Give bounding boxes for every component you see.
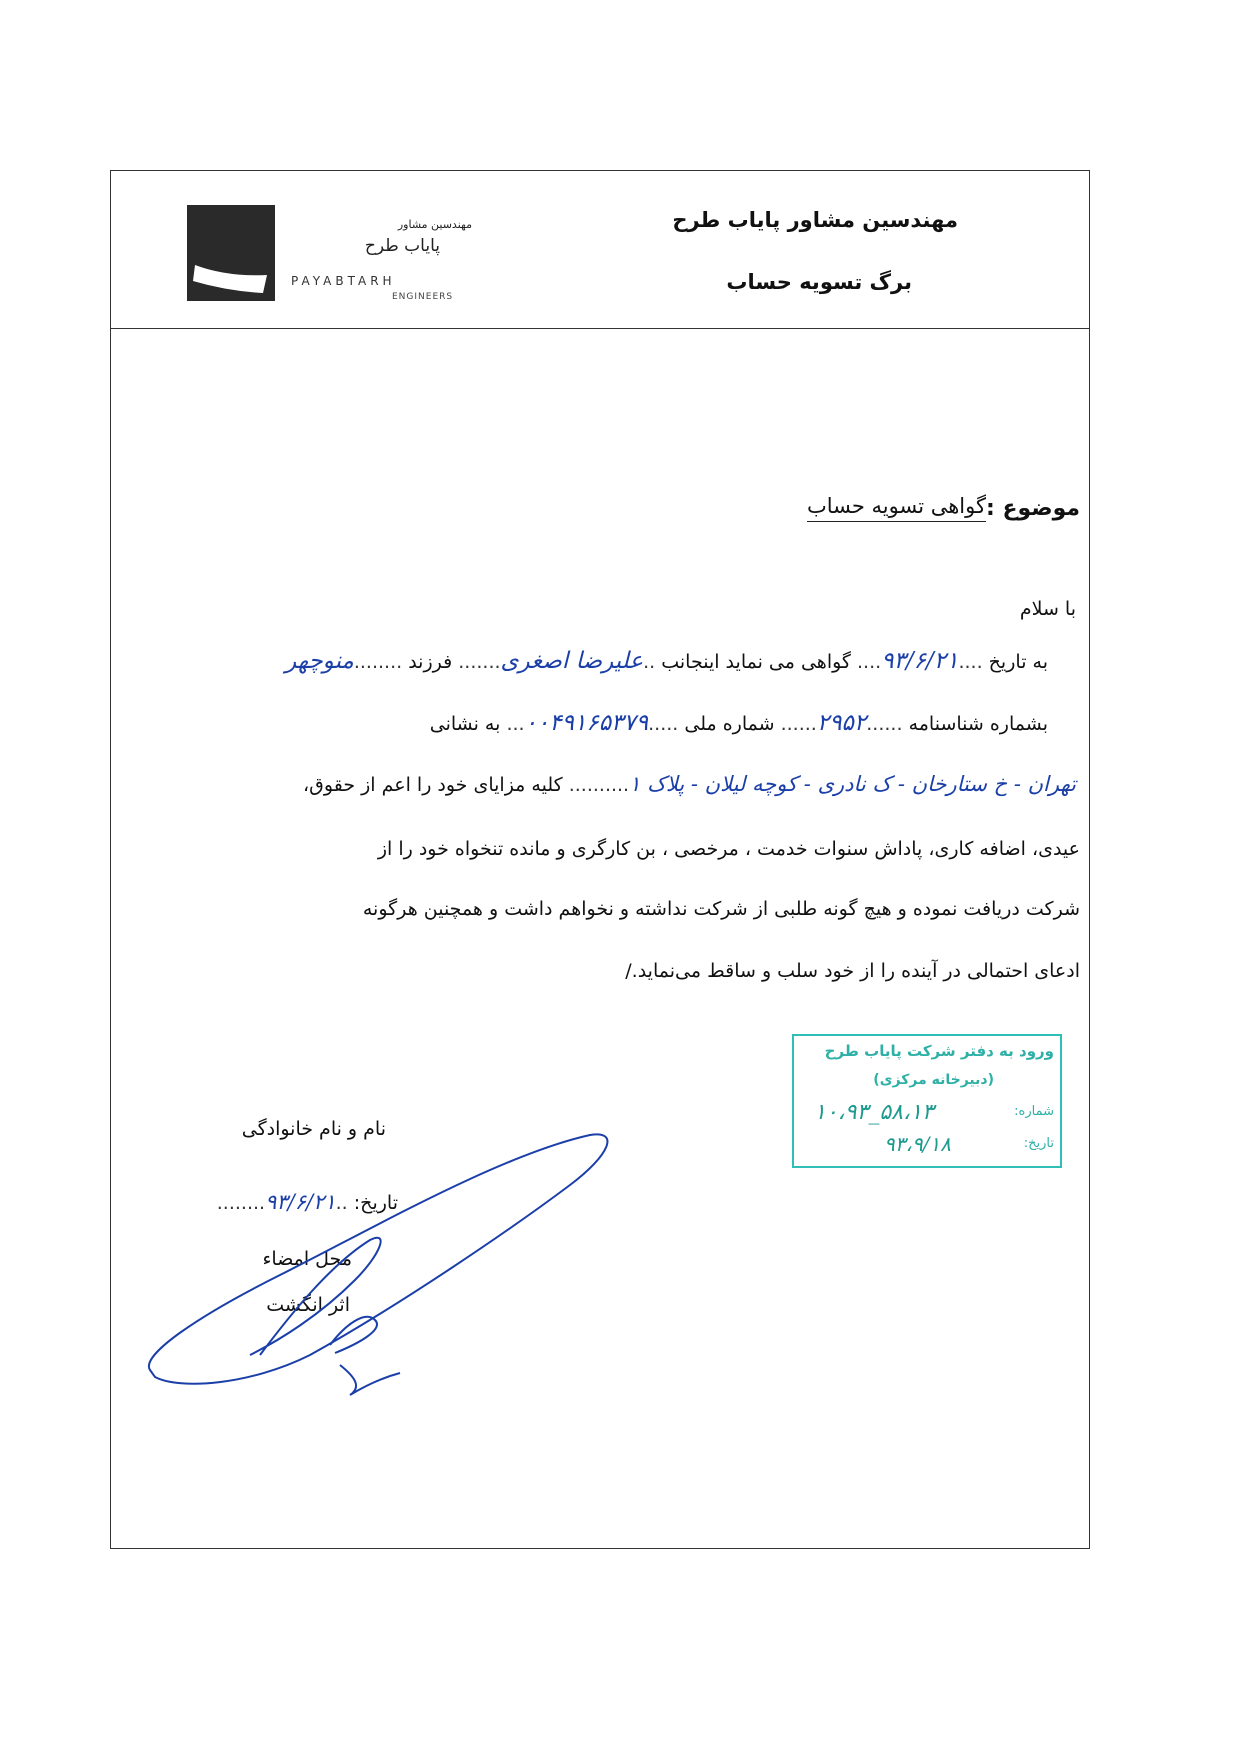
l3-text: کلیه مزایای خود را اعم از حقوق، xyxy=(303,774,563,796)
fingerprint-label: اثر انگشت xyxy=(266,1294,350,1316)
header-divider xyxy=(110,328,1090,329)
body-line-4: عیدی، اضافه کاری، پاداش سنوات خدمت ، مرخصی ، بن کارگری و مانده تنخواه خود را از xyxy=(377,838,1080,860)
body-line-3: تهران - خ ستارخان - ک نادری - کوچه لیلان - پلاک ۱.......... کلیه مزایای خود را اعم از حقوق، xyxy=(303,772,1076,796)
l2-id: ۲۹۵۲ xyxy=(816,710,867,736)
l3-address: تهران - خ ستارخان - ک نادری - کوچه لیلان - پلاک ۱ xyxy=(629,772,1076,796)
l2-text-a: بشماره شناسنامه xyxy=(908,713,1048,735)
l1-text-c: فرزند xyxy=(408,651,453,673)
l2-national-id: ۰۰۴۹۱۶۵۳۷۹ xyxy=(524,710,649,736)
office-entry-stamp xyxy=(792,1034,1062,1168)
stamp-line-2: (دبیرخانه مرکزی) xyxy=(873,1072,994,1088)
form-title: برگ تسویه حساب xyxy=(726,270,912,294)
l2-text-b: شماره ملی xyxy=(684,713,775,735)
l1-text-b: گواهی می نماید اینجانب xyxy=(661,651,851,673)
l1-name: علیرضا اصغری xyxy=(500,648,644,674)
body-line-5: شرکت دریافت نموده و هیچ گونه طلبی از شرکت نداشته و نخواهم داشت و همچنین هرگونه xyxy=(362,898,1080,920)
l1-date: ۹۳/۶/۲۱ xyxy=(881,648,959,674)
body-line-6: ادعای احتمالی در آینده را از خود سلب و ساقط می‌نماید./ xyxy=(625,960,1080,982)
logo-fa-small: مهندسین مشاور xyxy=(397,218,472,231)
logo-en-name: PAYABTARH xyxy=(291,274,396,288)
stamp-number-label: شماره: xyxy=(1014,1104,1054,1119)
logo-mark-icon xyxy=(187,205,275,301)
handwritten-signature xyxy=(140,1115,620,1405)
logo-fa-name: پایاب طرح xyxy=(364,236,440,256)
logo-en-sub: ENGINEERS xyxy=(392,292,454,302)
signature-place-label: محل امضاء xyxy=(262,1248,352,1270)
subject-value: گواهی تسویه حساب xyxy=(807,494,986,522)
sig-date-label: تاریخ: xyxy=(353,1192,398,1214)
l1-father: منوچهر xyxy=(285,648,354,674)
stamp-number-value: ۱۰،۹۳_۵۸،۱۳ xyxy=(814,1100,934,1125)
stamp-line-1: ورود به دفتر شرکت پایاب طرح xyxy=(824,1042,1054,1060)
l2-text-c: به نشانی xyxy=(429,713,501,735)
l1-text-a: به تاریخ xyxy=(988,651,1048,673)
sig-date-value: ۹۳/۶/۲۱ xyxy=(265,1190,336,1214)
body-line-1: به تاریخ ....۹۳/۶/۲۱.... گواهی می نماید اینجانب ..علیرضا اصغری....... فرزند ........منوچهر xyxy=(285,648,1048,674)
greeting: با سلام xyxy=(1019,598,1076,620)
stamp-date-label: تاریخ: xyxy=(1023,1136,1054,1151)
company-name: مهندسین مشاور پایاب طرح xyxy=(672,208,958,232)
stamp-date-value: ۹۳،۹/۱۸ xyxy=(884,1132,951,1156)
subject-label: موضوع : xyxy=(986,496,1080,521)
body-line-2: بشماره شناسنامه ......۲۹۵۲...... شماره ملی .....۰۰۴۹۱۶۵۳۷۹... به نشانی xyxy=(429,710,1048,736)
company-logo xyxy=(187,205,275,301)
name-label: نام و نام خانوادگی xyxy=(241,1118,386,1140)
sig-date-row: تاریخ: ..۹۳/۶/۲۱........ xyxy=(216,1190,398,1214)
